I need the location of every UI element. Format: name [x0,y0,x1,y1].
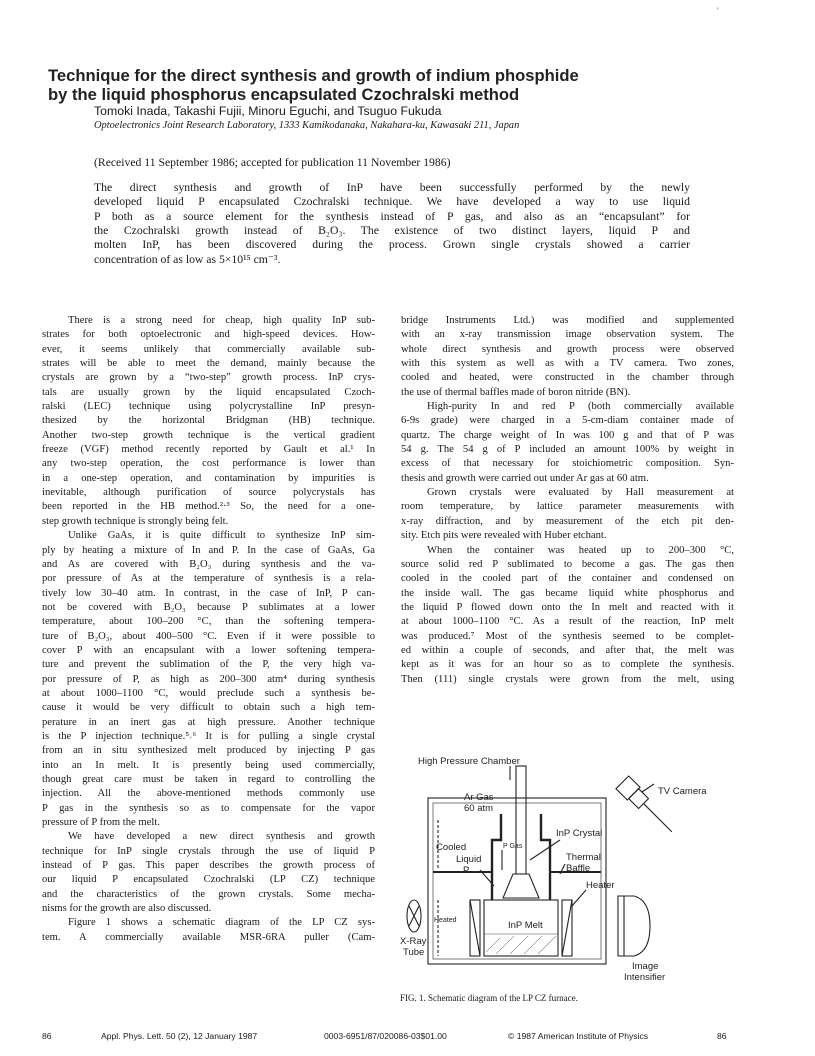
label-image: Image [632,961,659,972]
body-line: technique for InP single crystals through the use of liquid P [42,845,375,857]
body-line: thesized by the horizontal Bridgman (HB) technique. [42,415,375,427]
label-ar-gas: Ar Gas [464,792,494,803]
body-line: nisms for the growth are also discussed. [42,903,212,915]
body-line: instead of P gas. This paper describes the growth process of [42,860,375,872]
abstract-line: developed liquid P encapsulated Czochralski technique. We have developed a way to use liquid [94,195,690,209]
body-line: por pressure of As at the temperature of synthesis is a rela- [42,573,375,585]
pressure-chamber-wall [428,798,606,964]
label-tv-camera: TV Camera [658,786,707,797]
body-line: the inside wall. The gas became liquid white phosphorus and [401,587,734,599]
body-line: Figure 1 shows a schematic diagram of the LP CZ sys- [68,917,375,929]
label-heated: Heated [434,917,457,924]
melt-hatch [538,936,556,954]
body-line: at about 1000–1100 °C. As a result of the reaction, InP melt [401,616,734,628]
container-wall-left [492,814,501,900]
figure-caption: FIG. 1. Schematic diagram of the LP CZ furnace. [400,993,578,1003]
footer-code: 0003-6951/87/020086-03$01.00 [324,1031,447,1041]
body-line: kept as it was for an hour so as to complete the synthesis. [401,659,734,671]
heater-right-mark [562,900,572,956]
label-intensifier: Intensifier [624,972,666,982]
body-line: Then (111) single crystals were grown from the melt, using [401,673,734,685]
body-line: x-ray diffraction, and by measurement of the etch pit den- [401,515,734,527]
body-line: the liquid P flowed down onto the In melt and reacted with it [401,601,734,613]
body-line: Another two-step growth technique is the vertical gradient [42,429,375,441]
body-line: bridge Instruments Ltd.) was modified and supplemented [401,315,734,326]
body-line: room temperature, by lattice parameter measurements with [401,501,734,513]
body-line: tem. A commercially available MSR-6RA puller (Cam- [42,931,375,943]
body-line: step growth technique is strongly being felt. [42,515,229,527]
body-line: excess of that necessary for stoichiometric composition. Syn- [401,458,734,470]
label-thermal: Thermal [566,852,601,863]
footer-page-left: 86 [42,1031,52,1041]
melt-hatch [524,936,542,954]
body-line: 6-9s grade) were charged in a 5-cm-diam container made of [401,415,734,427]
abstract [94,180,690,266]
camera-pointer [642,784,654,792]
body-line: ralski (LEC) technique using polycrystalline InP presyn- [42,401,375,413]
body-line: at about 1000–1100 °C, would preclude such a synthesis be- [42,687,375,699]
body-line: strates for both optoelectronic and high-speed devices. How- [42,329,375,341]
body-line: and the characteristics of the grown crystals. Some mecha- [42,888,375,900]
body-line: ture and prevent the sublimation of the P, the very high va- [42,659,375,671]
label-heater: Heater [586,880,615,891]
footer-journal: Appl. Phys. Lett. 50 (2), 12 January 1987 [101,1031,258,1041]
body-line: ever, it seems unlikely that commercially available sub- [42,343,375,355]
body-line: the use of thermal baffles made of boron nitride (BN). [401,386,631,398]
body-line: When the container was heated up to 200–300 °C, [427,544,734,556]
body-line: quartz. The charge weight of In was 100 g and that of P was [401,429,734,441]
authors: Tomoki Inada, Takashi Fujii, Minoru Eguchi, and Tsuguo Fukuda [94,104,442,118]
body-line: We have developed a new direct synthesis and growth [68,831,375,843]
body-line: with this system as well as with a TV camera. Two zones, [401,358,734,370]
title-line: by the liquid phosphorus encapsulated Czochralski method [48,85,520,104]
body-line: P gas in the synthesis so as to compensate for the vapor [42,802,375,814]
body-line: cooled and heated, were constructed in the chamber through [401,372,734,384]
right-column [401,314,734,687]
body-line: sity. Etch pits were revealed with Huber etchant. [401,530,607,542]
body-line: cooled in the cooled part of the container and condensed on [401,573,734,585]
container-wall-right [541,814,550,900]
footer-copyright: © 1987 American Institute of Physics [508,1031,649,1041]
inp-crystal [503,874,539,898]
body-line: cover P with an encapsulant with a lower softening tempera- [42,644,375,656]
label-x-ray: X-Ray [400,936,427,947]
body-line: into an In melt. It is presently being used commercially, [42,759,375,771]
body-line: perature in an inert gas at high pressure. Another technique [42,716,375,728]
body-line: from an in situ synthesized melt produced by injecting P gas [42,745,375,757]
body-line: Unlike GaAs, it is quite difficult to synthesize InP sim- [68,530,375,542]
label-60-atm: 60 atm [464,803,494,814]
body-line: with an x-ray transmission image observation system. The [401,329,734,341]
abstract-line: The direct synthesis and growth of InP have been successfully performed by the newly [94,181,690,194]
body-line: Grown crystals were evaluated by Hall measurement at [427,487,734,499]
body-line: was produced.⁷ Most of the synthesis seemed to be complet- [401,630,734,642]
body-line: strates will be able to meet the demand, mainly because the [42,358,375,370]
footer-page-right: 86 [717,1031,727,1041]
title-line: Technique for the direct synthesis and growth of indium phosphide [48,66,579,85]
label-high-pressure-chamber: High Pressure Chamber [418,756,520,767]
body-line: source solid red P sublimated to become a gas. The gas then [401,558,734,570]
body-line: ply by heating a mixture of In and P. In the case of GaAs, Ga [42,544,375,556]
label-inp-melt: InP Melt [508,920,543,931]
label-baffle: Baffle [566,863,591,874]
body-line: injection. All the above-mentioned methods commonly use [42,788,375,800]
body-line: in a one-step operation, and contamination by impurities is [42,472,375,484]
label-tube: Tube [403,947,425,958]
body-line: inevitable, although purification of source polycrystals has [42,487,375,499]
body-line: por pressure of P, as high as 200–300 atm⁴ during synthesis [42,673,375,685]
body-line: crystals are grown by a “two-step” growth process. InP crys- [42,372,375,384]
body-line: though great care must be taken in regard to controlling the [42,774,375,785]
heater-pointer [572,890,586,906]
melt-hatch [486,938,500,952]
abstract-line: the Czochralski growth instead of B₂O₃. The existence of two distinct layers, liquid P and [94,224,690,238]
paper-title [48,66,768,104]
figure-1-furnace-schematic [400,750,735,982]
abstract-line: molten InP, has been discovered during the process. Grown single crystals showed a carrier [94,238,690,252]
body-line: 54 g. The 54 g of P included an amount 100% by weight in [401,444,734,456]
body-line: tals are usually grown by the liquid encapsulated Czoch- [42,386,375,398]
furnace-diagram [400,750,735,982]
body-line: our liquid P encapsulated Czochralski (LP CZ) technique [42,874,375,886]
affiliation: Optoelectronics Joint Research Laboratory, 1333 Kamikodanaka, Nakahara-ku, Kawasaki 211, Japan [94,120,520,131]
body-line: whole direct synthesis and growth process were observed [401,343,734,355]
body-line: is the P injection technique.⁵˒⁶ It is for pulling a single crystal [42,730,375,742]
body-line: tively low 30–40 atm. In contrast, in the case of InP, P can- [42,587,375,599]
received-dates: (Received 11 September 1986; accepted for publication 11 November 1986) [94,156,451,169]
page-corner-mark: ' [717,6,719,16]
melt-hatch [510,936,528,954]
body-line: freeze (VGF) method recently reported by Gault et al.¹ In [42,444,375,456]
pressure-chamber-inner-wall [433,803,601,959]
label-inp-crystal: InP Crystal [556,828,603,839]
left-column [42,314,375,945]
body-line: thesis and growth were carried out under Ar gas at 60 atm. [401,472,649,484]
pull-rod [516,766,526,874]
body-line: temperature, about 100–200 °C, than the softening tempera- [42,616,375,628]
body-line: been reported in the HB method.²·³ So, the need for a one- [42,501,375,513]
body-line: any two-step operation, the cost performance is lower than [42,458,375,470]
heater-left-mark [470,900,480,956]
body-line: cause it would be very difficult to obtain such a high tem- [42,702,375,714]
body-line: ture of B₂O₃, about 400–500 °C. Even if it were possible to [42,630,375,642]
body-line: ed within a couple of seconds, and after that, the melt was [401,644,734,656]
abstract-line: P both as a source element for the synthesis instead of P gas, and also as an “encapsulant” for [94,209,690,223]
body-line: There is a strong need for cheap, high quality InP sub- [68,315,375,326]
body-line: not be covered with B₂O₃ because P sublimates at a lower [42,601,375,613]
label-cooled: Cooled [436,842,467,853]
abstract-line: concentration of as low as 5×10¹⁵ cm⁻³. [94,252,281,266]
melt-hatch [496,936,514,954]
image-intensifier-icon [618,896,650,956]
body-line: and As are covered with B₂O₃ during synthesis and the va- [42,558,375,570]
crystal-pointer [530,840,560,860]
label-p-gas: P Gas [503,843,523,850]
label-p: P [463,865,470,876]
body-line: pressure of P from the melt. [42,817,160,829]
label-liquid: Liquid [456,854,482,865]
body-line: High-purity In and red P (both commercially available [427,401,734,413]
